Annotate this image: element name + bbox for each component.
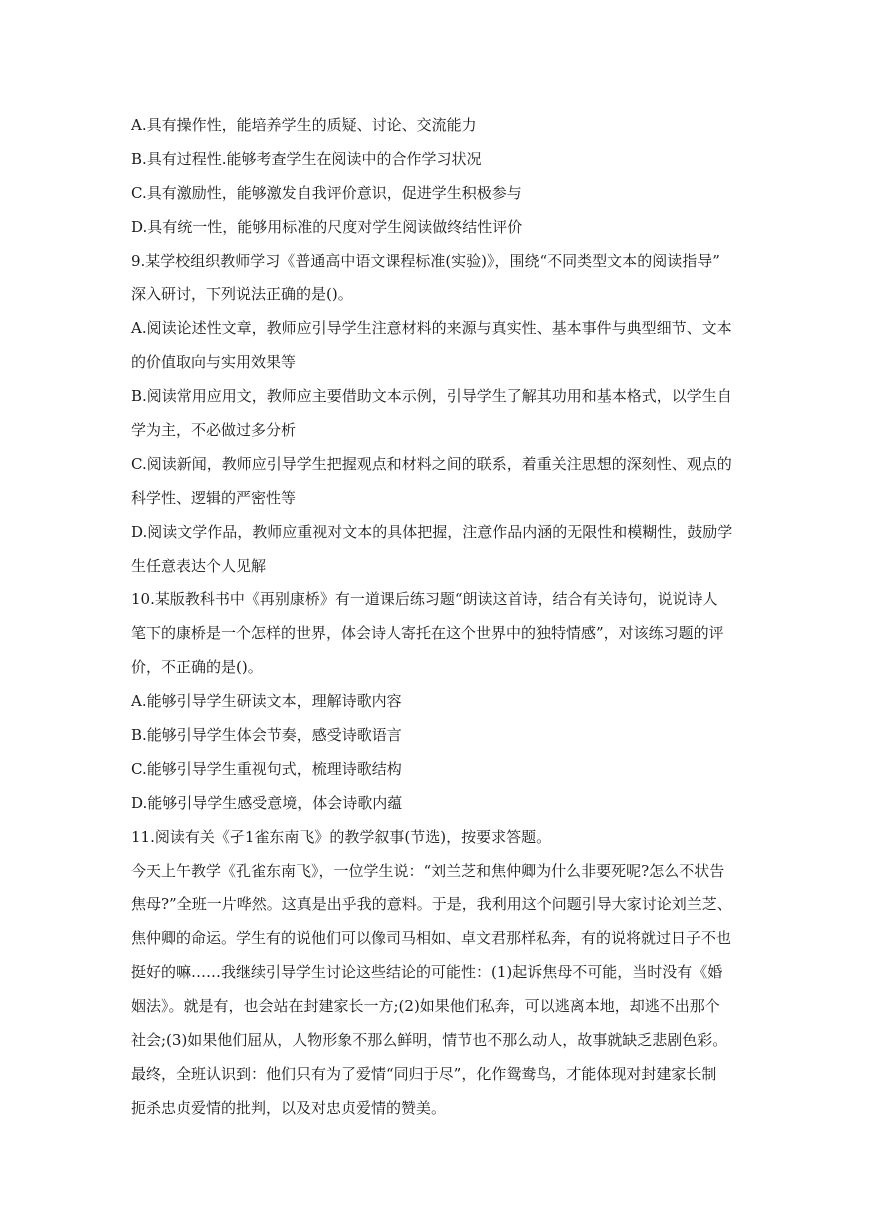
narrative-paragraph-line: 焦仲卿的命运。学生有的说他们可以像司马相如、卓文君那样私奔，有的说将就过日子不也 bbox=[131, 929, 732, 948]
option-line-cont: 学为主，不必做过多分析 bbox=[131, 421, 297, 440]
option-line: A.具有操作性，能培养学生的质疑、讨论、交流能力 bbox=[131, 116, 477, 134]
narrative-paragraph-line: 社会;(3)如果他们屈从，人物形象不那么鲜明，情节也不那么动人，故事就缺乏悲剧色彩。 bbox=[131, 1031, 728, 1050]
question-10-stem-cont: 价，不正确的是()。 bbox=[131, 658, 263, 677]
option-line: B.具有过程性.能够考查学生在阅读中的合作学习状况 bbox=[131, 149, 482, 168]
option-line-cont: 科学性、逻辑的严密性等 bbox=[131, 488, 297, 507]
narrative-paragraph-line: 姻法》。就是有，也会站在封建家长一方;(2)如果他们私奔，可以逃离本地，却逃不出那个 bbox=[131, 997, 720, 1016]
option-line: D.阅读文学作品，教师应重视对文本的具体把握，注意作品内涵的无限性和模糊性，鼓励学 bbox=[131, 522, 733, 541]
option-line-cont: 生任意表达个人见解 bbox=[131, 556, 267, 575]
question-10-stem: 10.某版教科书中《再别康桥》有一道课后练习题“朗读这首诗，结合有关诗句，说说诗人 bbox=[131, 590, 718, 609]
option-line: C.具有激励性，能够激发自我评价意识，促进学生积极参与 bbox=[131, 183, 522, 202]
narrative-paragraph-line: 挺好的嘛……我继续引导学生讨论这些结论的可能性：(1)起诉焦母不可能，当时没有《婚 bbox=[131, 963, 723, 982]
question-10-stem-cont: 笔下的康桥是一个怎样的世界，体会诗人寄托在这个世界中的独特情感”，对该练习题的评 bbox=[131, 624, 724, 643]
option-line: C.阅读新闻，教师应引导学生把握观点和材料之间的联系，着重关注思想的深刻性、观点的 bbox=[131, 454, 732, 473]
question-9-stem-cont: 深入研讨，下列说法正确的是()。 bbox=[131, 285, 353, 304]
question-9-stem: 9.某学校组织教师学习《普通高中语文课程标准(实验)》，围绕“不同类型文本的阅读指导” bbox=[131, 251, 720, 270]
narrative-paragraph-line: 焦母?”全班一片哗然。这真是出乎我的意料。于是，我利用这个问题引导大家讨论刘兰芝、 bbox=[131, 895, 732, 914]
document-body bbox=[131, 109, 751, 1126]
narrative-paragraph-line: 扼杀忠贞爱情的批判，以及对忠贞爱情的赞美。 bbox=[131, 1098, 447, 1117]
option-line-cont: 的价值取向与实用效果等 bbox=[131, 353, 297, 372]
option-line: A.阅读论述性文章，教师应引导学生注意材料的来源与真实性、基本事件与典型细节、文本 bbox=[131, 319, 732, 338]
question-11-stem: 11.阅读有关《孑1雀东南飞》的教学叙事(节选)，按要求答题。 bbox=[131, 827, 552, 846]
narrative-paragraph-line: 今天上午教学《孔雀东南飞》，一位学生说：“刘兰芝和焦仲卿为什么非要死呢?怎么不状告 bbox=[131, 861, 725, 880]
option-line: C.能够引导学生重视句式，梳理诗歌结构 bbox=[131, 759, 402, 778]
option-line: D.能够引导学生感受意境，体会诗歌内蕴 bbox=[131, 793, 403, 812]
option-line: A.能够引导学生研读文本，理解诗歌内容 bbox=[131, 692, 402, 711]
narrative-paragraph-line: 最终，全班认识到：他们只有为了爱情“同归于尽”，化作鸳鸯鸟，才能体现对封建家长制 bbox=[131, 1064, 717, 1083]
option-line: D.具有统一性，能够用标准的尺度对学生阅读做终结性评价 bbox=[131, 217, 523, 236]
option-line: B.能够引导学生体会节奏，感受诗歌语言 bbox=[131, 726, 402, 745]
option-line: B.阅读常用应用文，教师应主要借助文本示例，引导学生了解其功用和基本格式，以学生自 bbox=[131, 387, 732, 406]
